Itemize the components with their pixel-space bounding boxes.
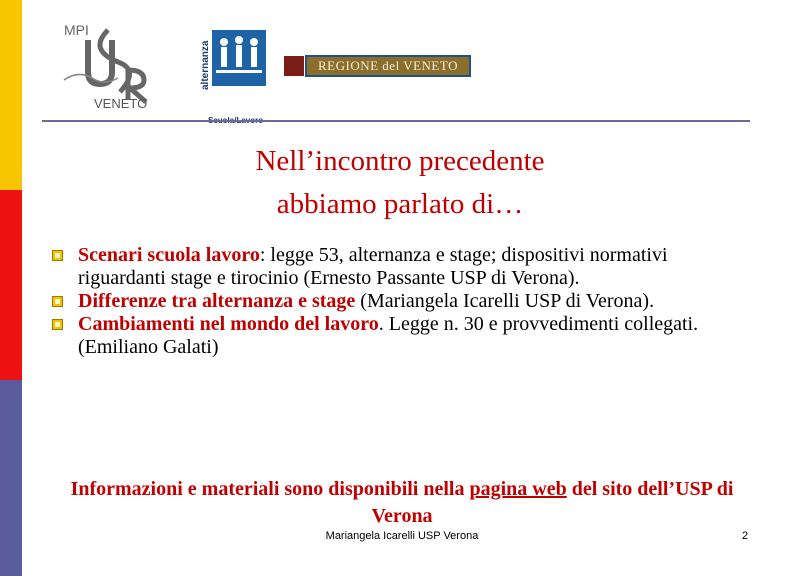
header-divider [42,120,750,122]
alternanza-logo-figures [212,30,266,86]
square-bullet-icon [52,296,63,307]
usr-veneto-logo [58,20,158,112]
square-bullet-icon [52,319,63,330]
side-bar-red [0,190,22,380]
side-bar-yellow [0,0,22,190]
side-bar-purple [0,380,22,576]
people-icon [212,30,266,86]
title-line-2: abbiamo parlato di… [276,188,524,220]
bullet-item [46,313,746,359]
footer-author: Mariangela Icarelli USP Verona [325,530,479,542]
bullet-highlight: Cambiamenti nel mondo del lavoro [78,313,379,335]
bullet-item [46,290,746,313]
bullet-text: (Mariangela Icarelli USP di Verona). [355,290,655,312]
slide-number: 2 [742,530,749,542]
square-bullet-icon [52,250,63,261]
info-note [46,476,758,530]
usr-logo-top-text: MPI [64,22,89,38]
alternanza-logo [200,28,266,102]
regione-emblem-icon [284,56,304,76]
regione-veneto-logo: REGIONE del VENETO [305,55,471,77]
bullet-highlight: Differenze tra alternanza e stage [78,290,356,312]
bullet-text: . Legge n. 30 e provvedimenti collegati.(Emiliano Galati) [78,313,699,358]
bullet-highlight: Scenari scuola lavoro [78,244,260,266]
info-text-before: Informazioni e materiali sono disponibili nella [70,478,470,500]
bullet-item [46,244,746,290]
bullet-list [46,244,746,359]
alternanza-logo-vertical-text: alternanza [200,40,211,90]
usr-logo-bottom-text: VENETO [94,96,148,111]
title-line-1: Nell’incontro precedente [255,145,545,177]
slide-title [140,140,660,226]
web-page-link[interactable]: pagina web [469,478,567,500]
bullet-text: : legge 53, alternanza e stage; dispositivi normativi riguardanti stage e tirocinio (Ernesto Passante USP di Verona). [78,244,668,289]
info-text-after: del sito dell’USP di Verona [371,478,734,527]
